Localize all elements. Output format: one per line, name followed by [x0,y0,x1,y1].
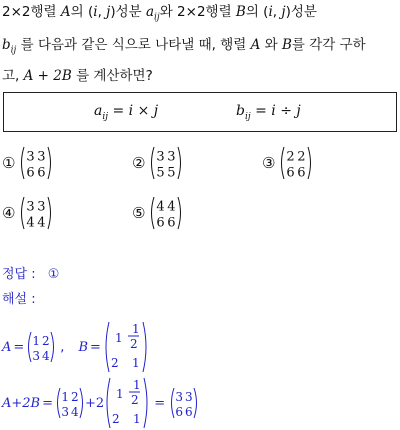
solution-matrix-b [103,320,149,374]
svg-text:1: 1 [116,387,124,401]
option-marker: ③ [262,154,276,172]
matrix-entry: 4 [70,404,79,419]
matrix-entry: 2 [42,333,50,348]
solution-matrix-a [26,331,56,363]
question-text: 의 ( [245,4,269,20]
matrix-entry: 6 [26,165,36,180]
matrix-entry: 3 [175,389,184,404]
svg-text:2: 2 [110,356,119,370]
element-a: a [145,4,155,20]
expression-a-plus-2b: A + 2B [23,68,72,84]
matrix-entry: 4 [26,215,36,230]
matrix-entry: 6 [175,404,184,419]
question-text: 와 [260,37,282,53]
question-text: )성분 [285,4,317,20]
matrix-b-symbol: B [281,37,292,53]
option-matrix [19,146,53,180]
option-matrix [149,196,183,230]
explanation-label: 해설 : [2,292,36,307]
formula-box [3,92,397,132]
svg-text:1: 1 [133,412,141,426]
question-text: )성분 [110,4,146,20]
option-4[interactable] [2,196,53,230]
question-line-2 [2,36,366,60]
matrix-entry: 3 [156,149,166,165]
matrix-entry: 4 [156,199,166,215]
formula-b: $b_{ij} = i \div j$ [236,103,301,122]
solution-line-2: A+2B = 1 2 3 4 + 2 1 1 2 2 1 = 3 3 6 6 [2,376,199,430]
matrix-entry: 2 [286,149,296,165]
solution-result-matrix [169,387,199,419]
matrix-entry: 3 [32,348,41,363]
option-marker: ④ [2,204,16,222]
formula-a: $a_{ij} = i \times j$ [94,103,159,122]
question-text: 를 다음과 같은 식으로 나타낼 때, 행렬 [16,37,251,53]
question-line-1 [2,3,317,27]
matrix-entry: 4 [42,348,50,363]
matrix-entry: 5 [156,165,166,180]
index-j: j [106,4,111,20]
svg-text:1: 1 [133,378,141,392]
question-text: 고, [2,68,24,84]
matrix-entry: 1 [61,389,70,404]
question-line-3 [2,67,153,85]
subscript-ij: ij [154,12,160,23]
question-text: , [272,4,282,20]
option-2[interactable] [132,146,183,180]
option-marker: ② [132,154,146,172]
matrix-entry: 3 [26,199,36,215]
matrix-entry: 2 [70,389,79,404]
matrix-a-symbol: A [250,37,261,53]
svg-text:2: 2 [112,412,120,426]
index-i: i [268,4,273,20]
matrix-entry: 5 [167,165,177,180]
matrix-entry: 6 [297,165,307,180]
matrix-a-symbol: A [2,339,12,355]
option-matrix [19,196,53,230]
answer-label: 정답 : [2,267,36,282]
option-1[interactable] [2,146,53,180]
option-3[interactable] [262,146,313,180]
question-text: , [97,4,107,20]
matrix-entry: 6 [185,404,193,419]
subscript-ij: ij [10,45,17,56]
matrix-a-symbol: A [60,4,71,20]
question-text: 를 각각 구하 [291,37,366,53]
option-marker: ⑤ [132,204,146,222]
matrix-entry: 6 [286,165,296,180]
solution-line-1: A = 1 2 3 4 , B = 1 1 2 2 1 [2,320,149,374]
matrix-entry: 3 [185,389,193,404]
index-i: i [93,4,98,20]
option-matrix [279,146,313,180]
answer-value: ① [47,267,60,282]
expression-a-plus-2b: A+2B [2,395,41,411]
element-b: b [2,37,11,53]
svg-text:2: 2 [131,393,139,407]
question-text: 2×2행렬 [2,4,61,20]
svg-text:1: 1 [131,356,140,370]
index-j: j [281,4,286,20]
svg-text:2: 2 [129,337,138,351]
matrix-entry: 6 [167,215,177,230]
matrix-entry: 6 [37,165,47,180]
svg-text:1: 1 [131,322,140,336]
option-marker: ① [2,154,16,172]
matrix-entry: 3 [167,149,177,165]
option-matrix [149,146,183,180]
matrix-entry: 3 [37,199,47,215]
matrix-entry: 3 [61,404,70,419]
matrix-b-symbol: B [78,339,88,355]
svg-text:1: 1 [114,331,123,345]
answer-line [2,263,59,282]
matrix-entry: 4 [37,215,47,230]
matrix-entry: 6 [156,215,166,230]
matrix-entry: 3 [26,149,36,165]
matrix-entry: 1 [32,333,41,348]
coefficient: 2 [95,395,105,411]
matrix-b-symbol: B [235,4,246,20]
option-5[interactable] [132,196,183,230]
question-text: 의 ( [70,4,94,20]
question-text: 를 계산하면? [71,68,153,84]
solution-matrix-a [55,387,85,419]
solution-matrix-b [104,376,150,430]
matrix-entry: 3 [37,149,47,165]
question-text: 와 2×2행렬 [159,4,236,20]
matrix-entry: 2 [297,149,307,165]
matrix-entry: 4 [167,199,177,215]
